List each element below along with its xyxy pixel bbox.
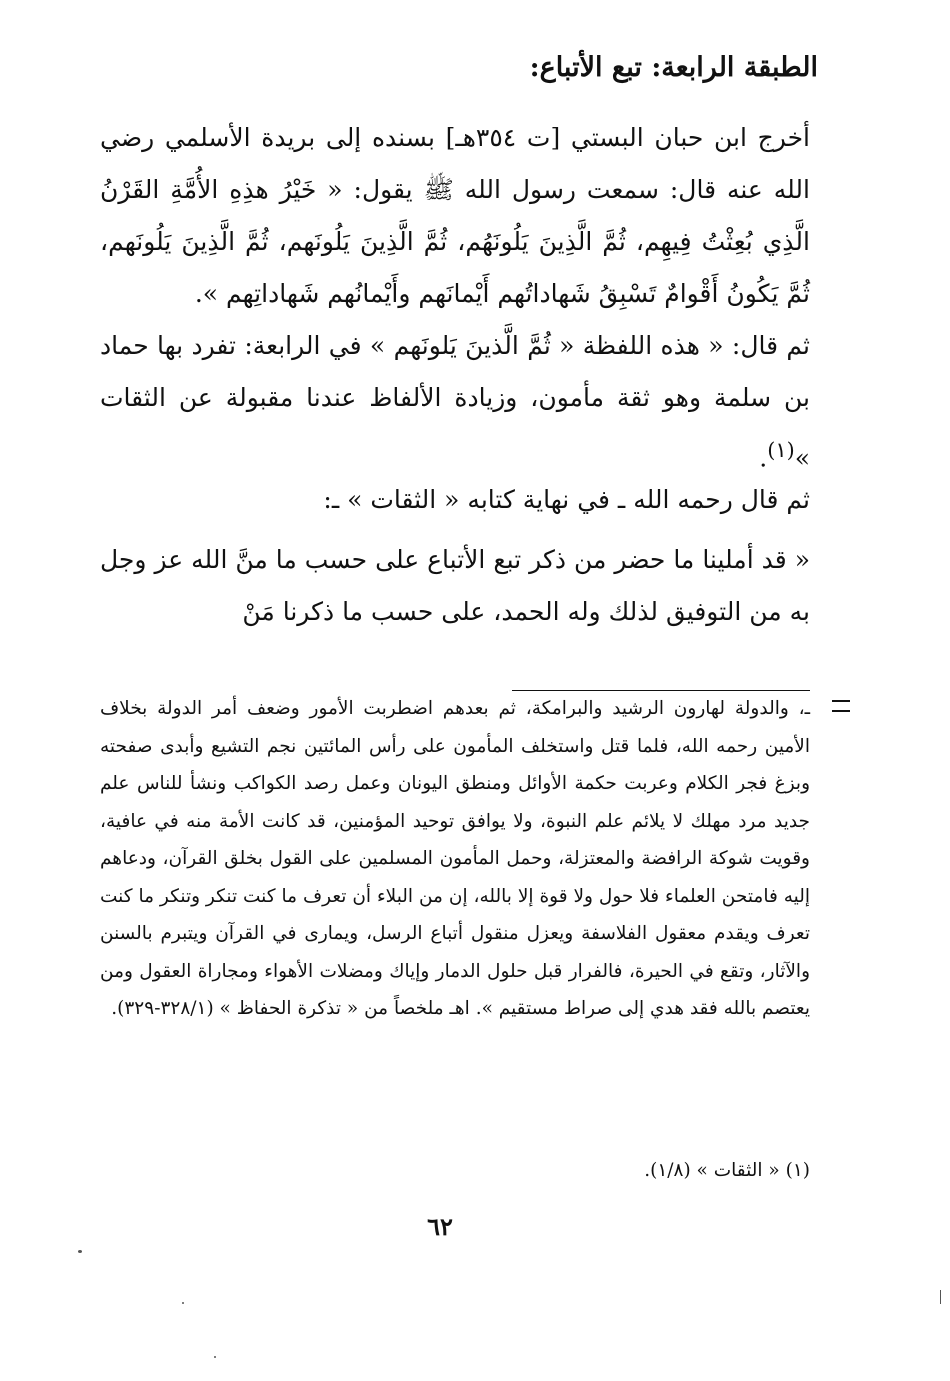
commentary-text: ثم قال: « هذه اللفظة « ثُمَّ الَّذينَ يَلونَهم » في الرابعة: تفرد بها حماد بن سلمة وهو ثقة مأمون، وزيادة الألفاظ عندنا مقبولة عن الثقات » [100, 331, 810, 473]
footnote-continuation-mark [832, 700, 850, 712]
commentary-paragraph [100, 320, 810, 484]
footnote-1-number: (١) [785, 1160, 810, 1181]
footnote-1 [130, 1152, 810, 1189]
scan-speck [78, 1250, 82, 1253]
quote-paragraph: « قد أملينا ما حضر من ذكر تبع الأتباع على حسب ما منَّ الله عز وجل به من التوفيق لذلك وله الحمد، على حسب ما ذكرنا مَنْ [100, 545, 810, 626]
footnote-ref-1: (١) [767, 438, 795, 462]
commentary-end: . [759, 443, 768, 473]
scan-speck [182, 1302, 184, 1304]
footnote-continued: ـ، والدولة لهارون الرشيد والبرامكة، ثم بعدهم اضطربت الأمور وضعف أمر الدولة بخلاف الأمين رحمه الله، فلما قتل واستخلف المأمون على رأس المائتين نجم التشيع وأبدى صفحته وبزغ فجر الكلام وعربت حكمة الأوائل ومنطق اليونان وعمل رصد الكواكب ونشأ للناس علم جديد مرد مهلك لا يلائم علم النبوة، ولا يوافق توحيد المؤمنين، قد كانت الأمة منه في عافية، وقويت شوكة الرافضة والمعتزلة، وحمل المأمون المسلمين على القول بخلق القرآن، ودعاهم إليه فامتحن العلماء فلا حول ولا قوة إلا بالله، إن من البلاء أن تعرف ما كنت تنكر وتنكر ما كنت تعرف ويقدم معقول الفلاسفة ويعزل منقول أتباع الرسل، ويمارى في القرآن ويتبرم بالسنن والآثار، وتقع في الحيرة، فالفرار قبل حلول الدمار وإياك ومضلات الأهواء ومجاراة العقول ومن يعتصم بالله فقد هدي إلى صراط مستقيم ». اهـ ملخصاً من « تذكرة الحفاظ » (٣٢٨/١-٣٢٩). [100, 698, 810, 1019]
hadith-paragraph: أخرج ابن حبان البستي [ت ٣٥٤هـ] بسنده إلى بريدة الأسلمي رضي الله عنه قال: سمعت رسول الله ﷺ يقول: « خَيْرُ هذِهِ الأُمَّةِ القَرْنُ الَّذِي بُعِثْتُ فِيهِم، ثُمَّ الَّذِينَ يَلُونَهُم، ثُمَّ الَّذِينَ يَلُونَهم، ثُمَّ الَّذِينَ يَلُونَهم، ثُمَّ يَكُونُ أَقْوامٌ تَسْبِقُ شَهاداتُهم أَيْمانَهم وأَيْمانُهم شَهاداتِهم ». [100, 123, 810, 308]
scan-speck [940, 1290, 941, 1304]
section-heading: الطبقة الرابعة: تبع الأتباع: [529, 52, 818, 83]
page-number: ٦٢ [427, 1212, 453, 1241]
scan-speck [214, 1356, 216, 1358]
intro-paragraph: ثم قال رحمه الله ـ في نهاية كتابه « الثقات » ـ: [323, 485, 810, 514]
footnote-1-text: « الثقات » (١/٨). [644, 1160, 780, 1181]
